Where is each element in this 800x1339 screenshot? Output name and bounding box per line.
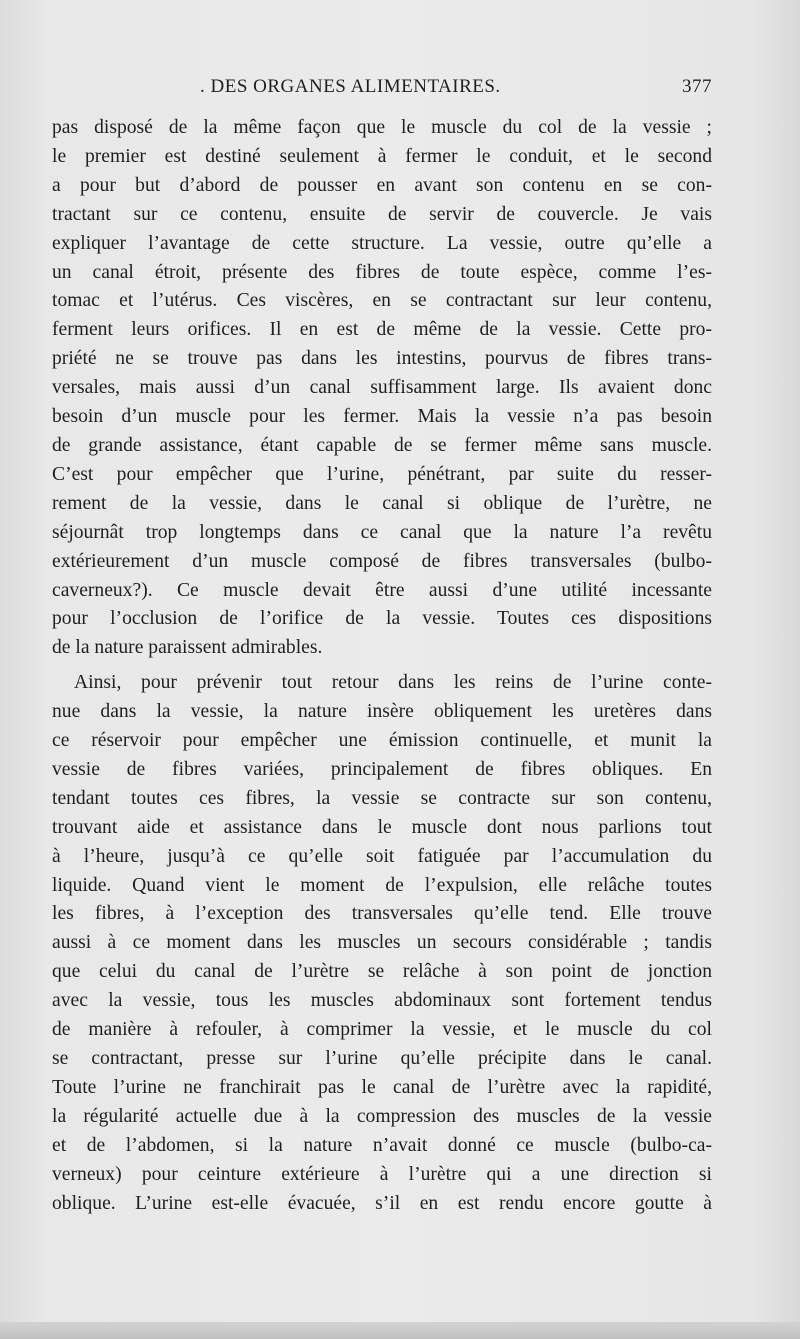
text-line: aussi à ce moment dans les muscles un secours considérable ; tandis: [52, 932, 712, 954]
text-line: de manière à refouler, à comprimer la vessie, et le muscle du col: [52, 1019, 712, 1041]
text-line: Ainsi, pour prévenir tout retour dans les reins de l’urine conte-: [74, 672, 712, 694]
text-line: un canal étroit, présente des fibres de toute espèce, comme l’es-: [52, 261, 712, 283]
text-line: et de l’abdomen, si la nature n’avait donné ce muscle (bulbo-ca-: [52, 1134, 712, 1156]
running-title: . DES ORGANES ALIMENTAIRES.: [200, 76, 501, 97]
text-line: oblique. L’urine est-elle évacuée, s’il en est rendu encore goutte à: [52, 1192, 712, 1214]
text-line: liquide. Quand vient le moment de l’expulsion, elle relâche toutes: [52, 874, 712, 896]
text-line: priété ne se trouve pas dans les intestins, pourvus de fibres trans-: [52, 348, 712, 370]
text-line: verneux) pour ceinture extérieure à l’urètre qui a une direction si: [52, 1163, 712, 1185]
text-line: vessie de fibres variées, principalement de fibres obliques. En: [52, 758, 712, 780]
text-line: de la nature paraissent admirables.: [52, 637, 323, 659]
text-line: Toute l’urine ne franchirait pas le canal de l’urètre avec la rapidité,: [52, 1076, 712, 1098]
text-line: rement de la vessie, dans le canal si oblique de l’urètre, ne: [52, 492, 712, 514]
text-line: que celui du canal de l’urètre se relâche à son point de jonction: [52, 961, 712, 983]
text-line: le premier est destiné seulement à fermer le conduit, et le second: [52, 145, 712, 167]
text-line: nue dans la vessie, la nature insère obliquement les uretères dans: [52, 701, 712, 723]
text-line: trouvant aide et assistance dans le muscle dont nous parlions tout: [52, 816, 712, 838]
text-line: tomac et l’utérus. Ces viscères, en se contractant sur leur contenu,: [52, 290, 712, 312]
text-line: C’est pour empêcher que l’urine, pénétrant, par suite du resser-: [52, 463, 712, 485]
text-line: tractant sur ce contenu, ensuite de servir de couvercle. Je vais: [52, 203, 712, 225]
page-bottom-edge: [0, 1322, 800, 1339]
text-line: pas disposé de la même façon que le muscle du col de la vessie ;: [52, 117, 712, 138]
text-line: à l’heure, jusqu’à ce qu’elle soit fatiguée par l’accumulation du: [52, 845, 712, 867]
text-line: les fibres, à l’exception des transversales qu’elle tend. Elle trouve: [52, 903, 712, 925]
paragraph-2: [52, 669, 712, 1218]
text-line: avec la vessie, tous les muscles abdominaux sont fortement tendus: [52, 990, 712, 1012]
text-line: se contractant, presse sur l’urine qu’elle précipite dans le canal.: [52, 1048, 712, 1069]
text-line: versales, mais aussi d’un canal suffisamment large. Ils avaient donc: [52, 377, 712, 399]
text-line: ce réservoir pour empêcher une émission continuelle, et munit la: [52, 730, 712, 752]
text-line: de grande assistance, étant capable de se fermer même sans muscle.: [52, 434, 712, 456]
text-line: besoin d’un muscle pour les fermer. Mais la vessie n’a pas besoin: [52, 406, 712, 428]
text-line: expliquer l’avantage de cette structure. La vessie, outre qu’elle a: [52, 232, 712, 254]
text-line: ferment leurs orifices. Il en est de même de la vessie. Cette pro-: [52, 319, 712, 341]
text-line: a pour but d’abord de pousser en avant son contenu en se con-: [52, 174, 712, 196]
text-line: extérieurement d’un muscle composé de fibres transversales (bulbo-: [52, 550, 712, 572]
running-head: [52, 76, 712, 106]
paragraph-1: [52, 114, 712, 663]
text-line: tendant toutes ces fibres, la vessie se contracte sur son contenu,: [52, 787, 712, 809]
page-number: 377: [682, 76, 712, 97]
text-line: la régularité actuelle due à la compression des muscles de la vessie: [52, 1105, 712, 1127]
body-text: [52, 114, 712, 1218]
text-line: caverneux?). Ce muscle devait être aussi d’une utilité incessante: [52, 579, 712, 601]
text-line: pour l’occlusion de l’orifice de la vessie. Toutes ces dispositions: [52, 608, 712, 630]
text-line: séjournât trop longtemps dans ce canal que la nature l’a revêtu: [52, 521, 712, 543]
